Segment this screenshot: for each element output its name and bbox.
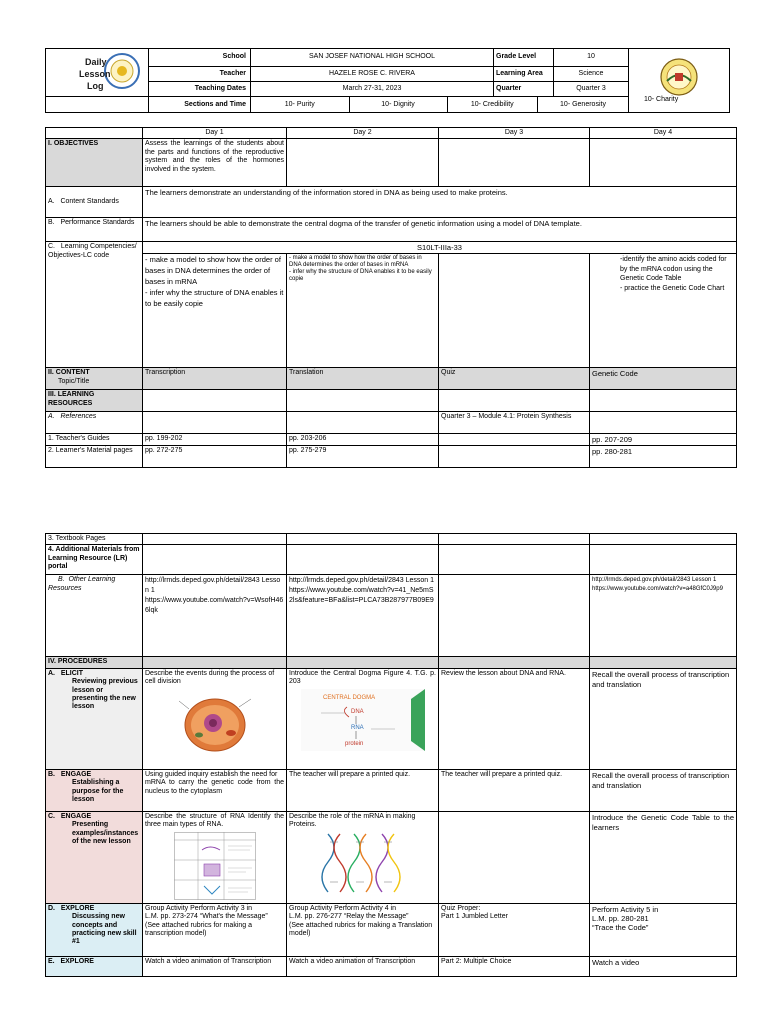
additional-materials-label: 4. Additional Materials from Learning Resource (LR) portal xyxy=(46,545,143,575)
section-credibility: 10- Credibility xyxy=(447,97,537,112)
svg-text:RNA: RNA xyxy=(350,724,364,731)
sections-label: Sections and Time xyxy=(149,97,251,113)
deped-seal-cell xyxy=(629,49,730,113)
references-day3: Quarter 3 – Module 4.1: Protein Synthesis xyxy=(439,412,590,434)
explore-video-day2: Watch a video animation of Transcription xyxy=(287,956,439,976)
day1-header: Day 1 xyxy=(143,128,287,139)
content-day2: Translation xyxy=(287,368,439,390)
dna-strands-image xyxy=(318,832,408,894)
svg-text:CENTRAL DOGMA: CENTRAL DOGMA xyxy=(322,694,375,701)
elicit-day4: Recall the overall process of transcription and translation xyxy=(590,668,737,769)
objectives-day1: Assess the learnings of the students about the parts and functions of the reproductive system and the roles of the hormones involved in the system. xyxy=(143,139,287,187)
engage-presenting-day4: Introduce the Genetic Code Table to the learners xyxy=(590,811,737,903)
textbook-label: 3. Textbook Pages xyxy=(46,534,143,545)
grade-level-label: Grade Level xyxy=(494,49,554,67)
other-resources-day4: http://lrmds.deped.gov.ph/detail/2843 Lesson 1 https://www.youtube.com/watch?v=a48GfC0J9p9 xyxy=(590,575,737,657)
svg-text:protein: protein xyxy=(344,740,363,747)
sections-cell xyxy=(251,97,629,113)
section-generosity: 10- Generosity xyxy=(560,100,606,108)
content-standards-label: A. Content Standards xyxy=(46,187,143,218)
explore-video-day3: Part 2: Multiple Choice xyxy=(439,956,590,976)
header-table xyxy=(45,48,730,113)
other-resources-day2: http://lrmds.deped.gov.ph/detail/2843 Lesson 1https://www.youtube.com/watch?v=41_Ne5mS2ls&feature=BFa&list=PLCA73B287977B09E9 xyxy=(287,575,439,657)
content-day1: Transcription xyxy=(143,368,287,390)
lm-day4: pp. 280-281 xyxy=(590,446,737,468)
lm-day1: pp. 272-275 xyxy=(143,446,287,468)
explore-video-day4: Watch a video xyxy=(590,956,737,976)
teacher-label: Teacher xyxy=(149,66,251,81)
tg-day2: pp. 203-206 xyxy=(287,434,439,446)
section-dignity: 10- Dignity xyxy=(349,97,447,112)
references-label: A. References xyxy=(46,412,143,434)
engage-establishing-day3: The teacher will prepare a printed quiz. xyxy=(439,769,590,811)
teaching-dates-label: Teaching Dates xyxy=(149,82,251,97)
learning-area-label: Learning Area xyxy=(494,66,554,81)
teacher-value: HAZELE ROSE C. RIVERA xyxy=(251,66,494,81)
teachers-guide-label: 1. Teacher's Guides xyxy=(46,434,143,446)
content-day3: Quiz xyxy=(439,368,590,390)
resources-label: III. LEARNING RESOURCES xyxy=(46,390,143,412)
performance-standards-text: The learners should be able to demonstrate the central dogma of the transfer of genetic information using a model of DNA template. xyxy=(143,218,737,242)
rna-types-table-image xyxy=(174,832,256,900)
engage-establishing-day4: Recall the overall process of transcription and translation xyxy=(590,769,737,811)
competencies-day2: - make a model to show how the order of bases in DNA determines the order of bases in mRNA - infer why the structure of DNA enables it to be easily copie xyxy=(287,254,439,368)
other-resources-day1: http://lrmds.deped.gov.ph/detail/2843 Lesson 1 https://www.youtube.com/watch?v=WsofH466lqk xyxy=(143,575,287,657)
explore-discussing-day1: Group Activity Perform Activity 3 in L.M. pp. 273-274 “What's the Message” (See attached rubrics for making a transcription model) xyxy=(143,903,287,956)
lesson-table-part1 xyxy=(45,127,737,468)
svg-text:Log: Log xyxy=(87,81,104,91)
engage-presenting-day2: Describe the role of the mRNA in making Proteins. xyxy=(287,811,439,903)
section-purity: 10- Purity xyxy=(251,97,349,112)
tg-day4: pp. 207-209 xyxy=(590,434,737,446)
central-dogma-image xyxy=(301,689,425,751)
quarter-value: Quarter 3 xyxy=(554,82,629,97)
quarter-label: Quarter xyxy=(494,82,554,97)
teaching-dates-value: March 27-31, 2023 xyxy=(251,82,494,97)
learners-material-label: 2. Learner's Material pages xyxy=(46,446,143,468)
explore-discussing-day2: Group Activity Perform Activity 4 in L.M. pp. 276-277 “Relay the Message” (See attached rubrics for making a Translation model) xyxy=(287,903,439,956)
engage-presenting-label: C. ENGAGE Presenting examples/instances of the new lesson xyxy=(46,811,143,903)
school-label: School xyxy=(149,49,251,67)
tg-day3 xyxy=(439,434,590,446)
day2-header: Day 2 xyxy=(287,128,439,139)
learning-area-value: Science xyxy=(554,66,629,81)
content-day4: Genetic Code xyxy=(590,368,737,390)
daily-lesson-log-logo xyxy=(47,49,147,93)
engage-presenting-day3 xyxy=(439,811,590,903)
elicit-day2: Introduce the Central Dogma Figure 4. T.G. p. 203 CENTRAL DOGMA DNA RNA protein xyxy=(287,668,439,769)
content-label: II. CONTENT Topic/Title xyxy=(46,368,143,390)
explore-discussing-day4: Perform Activity 5 in L.M. pp. 280-281 “Trace the Code” xyxy=(590,903,737,956)
explore-video-day1: Watch a video animation of Transcription xyxy=(143,956,287,976)
logo-cell xyxy=(46,49,149,97)
explore-video-label: E. EXPLORE xyxy=(46,956,143,976)
svg-text:Lesson: Lesson xyxy=(79,69,111,79)
performance-standards-label: B. Performance Standards xyxy=(46,218,143,242)
lm-day3 xyxy=(439,446,590,468)
grade-level-value: 10 xyxy=(554,49,629,67)
elicit-day1: Describe the events during the process of cell division xyxy=(143,668,287,769)
elicit-day3: Review the lesson about DNA and RNA. xyxy=(439,668,590,769)
svg-text:Daily: Daily xyxy=(85,57,107,67)
engage-establishing-label: B. ENGAGE Establishing a purpose for the lesson xyxy=(46,769,143,811)
engage-establishing-day2: The teacher will prepare a printed quiz. xyxy=(287,769,439,811)
svg-text:DNA: DNA xyxy=(350,708,364,715)
day4-header: Day 4 xyxy=(590,128,737,139)
competencies-day1: - make a model to show how the order of bases in DNA determines the order of bases in mRNA - infer why the structure of DNA enables it to be easily copie xyxy=(143,254,287,368)
objectives-label: I. OBJECTIVES xyxy=(46,139,143,187)
explore-discussing-label: D. EXPLORE Discussing new concepts and practicing new skill #1 xyxy=(46,903,143,956)
section-charity: 10- Charity xyxy=(644,96,679,103)
competencies-day4: -identify the amino acids coded for by the mRNA codon using the Genetic Code Table - practice the Genetic Code Chart xyxy=(590,254,737,368)
school-value: SAN JOSEF NATIONAL HIGH SCHOOL xyxy=(251,49,494,67)
content-standards-text: The learners demonstrate an understanding of the information stored in DNA as being used to make proteins. xyxy=(143,187,737,218)
competencies-code: S10LT-IIIa-33 xyxy=(143,242,737,254)
engage-establishing-day1: Using guided inquiry establish the need for mRNA to carry the genetic code from the nucleus to the cytoplasm xyxy=(143,769,287,811)
lesson-table-part2 xyxy=(45,533,737,977)
day3-header: Day 3 xyxy=(439,128,590,139)
tg-day1: pp. 199-202 xyxy=(143,434,287,446)
procedures-label: IV. PROCEDURES xyxy=(46,657,143,668)
cell-diagram-image xyxy=(175,689,255,755)
lm-day2: pp. 275-279 xyxy=(287,446,439,468)
elicit-label: A. ELICIT Reviewing previous lesson or presenting the new lesson xyxy=(46,668,143,769)
competencies-label: C. Learning Competencies/ Objectives-LC code xyxy=(46,242,143,368)
other-resources-label: B. Other Learning Resources xyxy=(46,575,143,657)
engage-presenting-day1: Describe the structure of RNA Identify the three main types of RNA. xyxy=(143,811,287,903)
explore-discussing-day3: Quiz Proper: Part 1 Jumbled Letter xyxy=(439,903,590,956)
